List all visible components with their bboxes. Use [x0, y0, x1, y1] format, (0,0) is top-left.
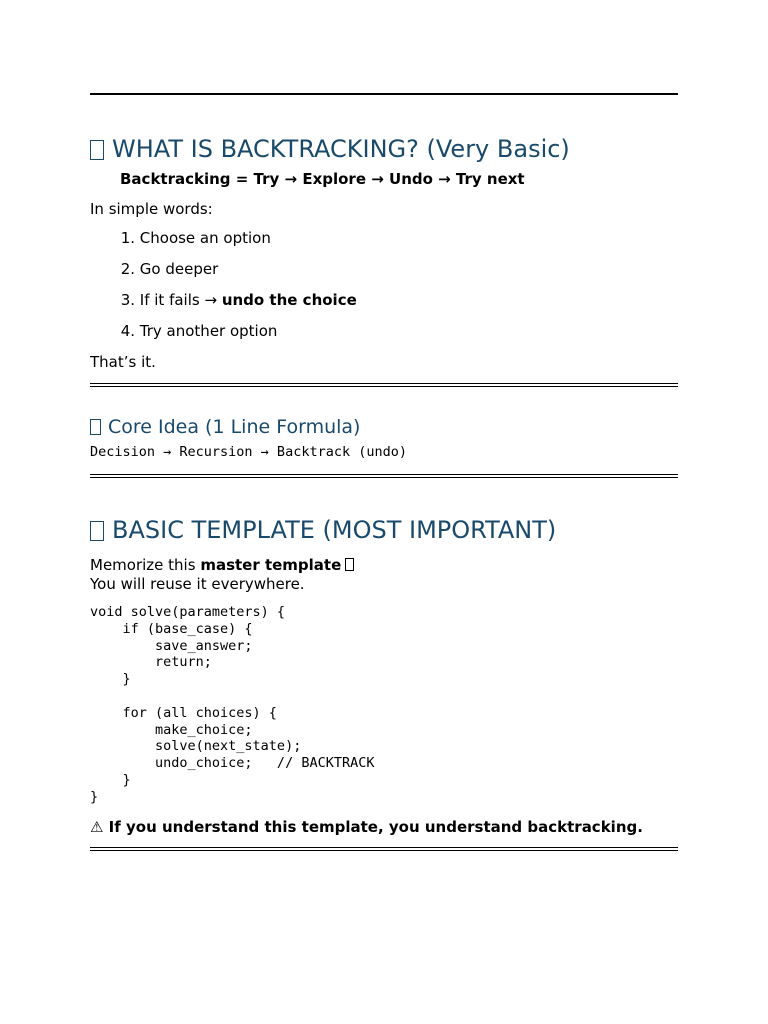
list-item-text [140, 291, 357, 310]
closing-text: That’s it. [90, 353, 156, 371]
memorize-prefix: Memorize this [90, 556, 201, 574]
emoji-placeholder-icon [90, 419, 101, 435]
section-heading-text: WHAT IS BACKTRACKING? (Very Basic) [112, 135, 570, 163]
section-heading-text: Core Idea (1 Line Formula) [108, 416, 361, 438]
section-divider [90, 383, 678, 387]
list-item-number: 3. [120, 291, 135, 309]
section-heading-core-idea [90, 415, 360, 439]
section-divider [90, 474, 678, 478]
warning-text [90, 818, 643, 837]
list-item [90, 291, 357, 322]
code-block: void solve(parameters) { if (base_case) { save_answer; return; } for (all choices) { make_choice; solve(next_state); undo_choice; // BACKTRACK } } [90, 604, 375, 805]
emoji-placeholder-icon [345, 558, 354, 571]
list-item-number: 1. [120, 229, 135, 247]
section-heading-what-is-backtracking [90, 134, 570, 164]
list-item-number: 4. [120, 322, 135, 340]
list-item [90, 322, 357, 353]
list-item-number: 2. [120, 260, 135, 278]
reuse-text: You will reuse it everywhere. [90, 575, 305, 593]
core-formula: Decision → Recursion → Backtrack (undo) [90, 444, 407, 460]
memorize-text [90, 556, 354, 575]
intro-text: In simple words: [90, 200, 213, 218]
list-item-text: Go deeper [139, 260, 219, 278]
backtracking-formula [120, 170, 525, 189]
section-heading-text: BASIC TEMPLATE (MOST IMPORTANT) [112, 516, 557, 544]
list-item-bold: undo the choice [221, 291, 357, 309]
list-item-text: Try another option [139, 322, 278, 340]
top-divider [90, 93, 678, 95]
list-item [90, 229, 357, 260]
emoji-placeholder-icon [90, 521, 104, 541]
section-heading-basic-template [90, 515, 556, 545]
memorize-bold: master template [200, 556, 342, 574]
steps-list [90, 229, 357, 353]
list-item-text: Choose an option [139, 229, 271, 247]
list-item-plain: If it fails → [139, 291, 222, 309]
emoji-placeholder-icon [90, 140, 104, 160]
section-divider [90, 847, 678, 851]
warning-bold: ⚠ If you understand this template, you understand backtracking. [90, 818, 643, 836]
list-item [90, 260, 357, 291]
backtracking-formula-text: Backtracking = Try → Explore → Undo → Try next [120, 170, 525, 188]
